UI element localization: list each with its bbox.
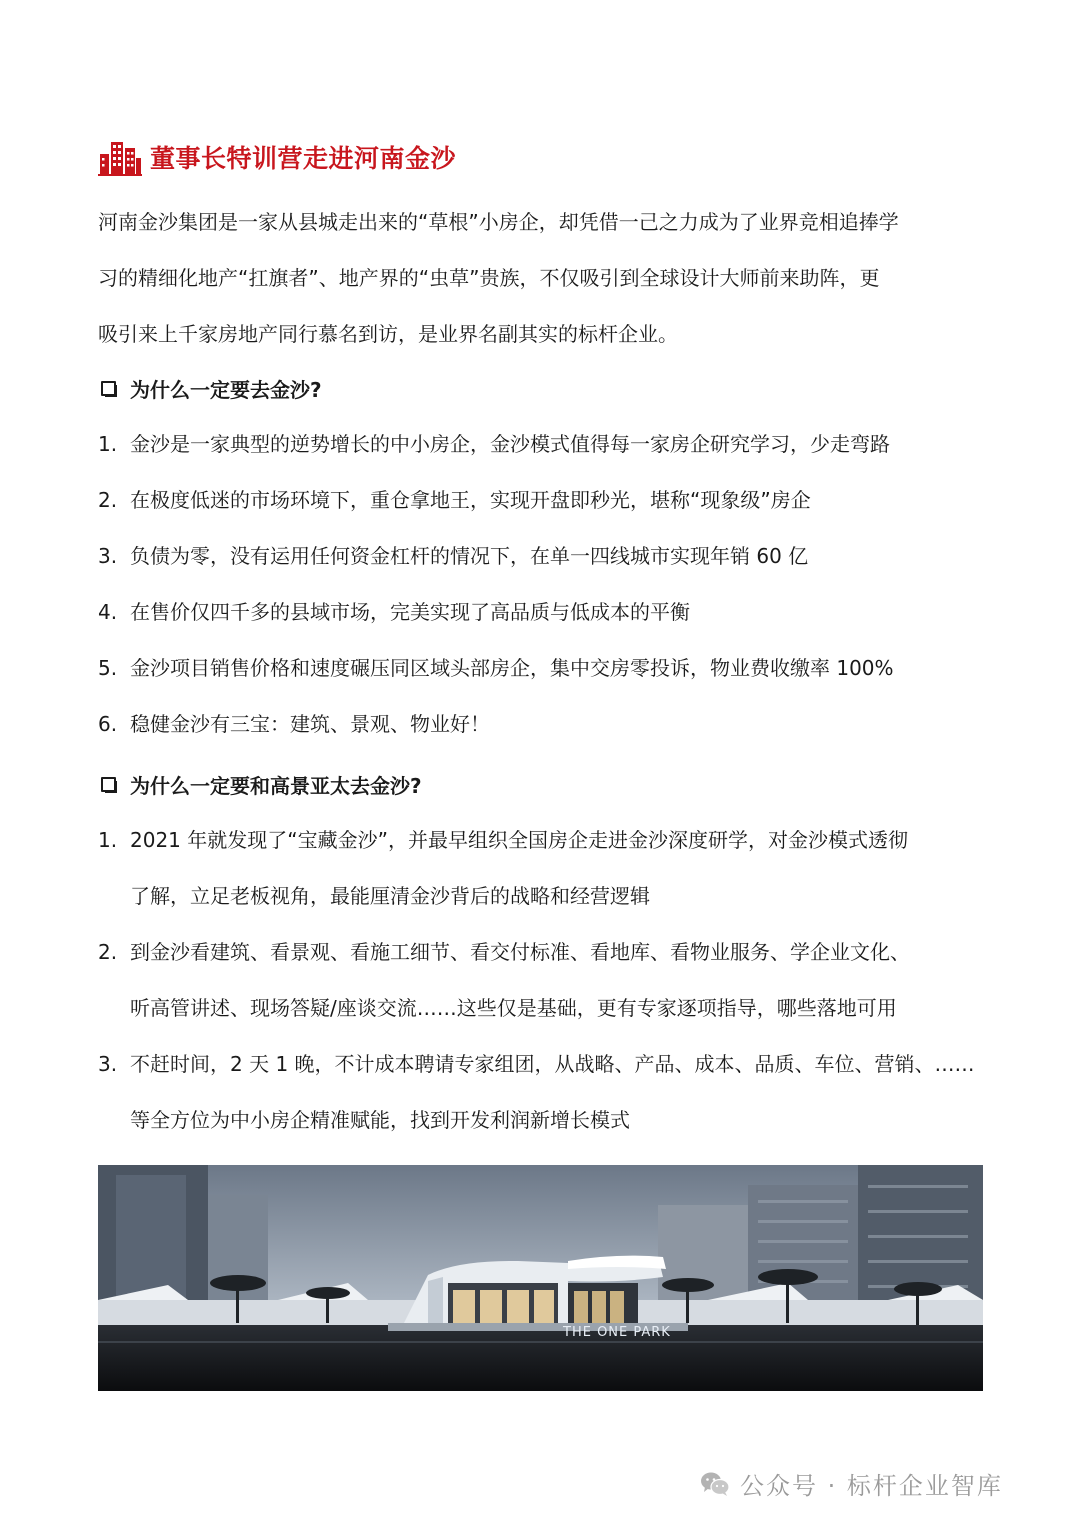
list-text-continued: 听高管讲述、现场答疑/座谈交流……这些仅是基础，更有专家逐项指导，哪些落地可用: [130, 996, 897, 1020]
list-item: [98, 472, 998, 528]
list-number: 4.: [98, 600, 118, 624]
list-number: 5.: [98, 656, 118, 680]
list-text: 2021 年就发现了“宝藏金沙”，并最早组织全国房企走进金沙深度研学，对金沙模式透彻: [130, 828, 908, 852]
checkbox-bullet-icon: [101, 777, 116, 792]
list-text: 不赶时间，2 天 1 晚，不计成本聘请专家组团，从战略、产品、成本、品质、车位、营销、……: [130, 1052, 975, 1076]
intro-line: 吸引来上千家房地产同行慕名到访，是业界名副其实的标杆企业。: [98, 322, 678, 346]
list-number: 2.: [98, 940, 118, 964]
list-number: 6.: [98, 712, 118, 736]
list-text: 金沙是一家典型的逆势增长的中小房企，金沙模式值得每一家房企研究学习，少走弯路: [130, 432, 890, 456]
list-text: 到金沙看建筑、看景观、看施工细节、看交付标准、看地库、看物业服务、学企业文化、: [130, 940, 910, 964]
building-photo: [98, 1165, 983, 1391]
watermark-text: 公众号 · 标杆企业智库: [740, 1472, 1003, 1500]
list-number: 3.: [98, 544, 118, 568]
building-illustration: [98, 1165, 983, 1391]
intro-paragraph: [98, 194, 993, 362]
list-number: 2.: [98, 488, 118, 512]
wechat-icon: [700, 1470, 730, 1498]
list-text: 在极度低迷的市场环境下，重仓拿地王，实现开盘即秒光，堪称“现象级”房企: [130, 488, 811, 512]
list-item: [98, 924, 998, 1036]
list-text-continued: 了解，立足老板视角，最能厘清金沙背后的战略和经营逻辑: [130, 884, 650, 908]
list-number: 3.: [98, 1052, 118, 1076]
building-icon: [98, 138, 142, 176]
list-text: 金沙项目销售价格和速度碾压同区域头部房企，集中交房零投诉，物业费收缴率 100%: [130, 656, 894, 680]
list-item: [98, 640, 998, 696]
section-title: [98, 138, 456, 176]
section-title-text: 董事长特训营走进河南金沙: [150, 144, 457, 173]
list-text: 在售价仅四千多的县域市场，完美实现了高品质与低成本的平衡: [130, 600, 690, 624]
checkbox-bullet-icon: [101, 381, 116, 396]
list-number: 1.: [98, 432, 118, 456]
list-item: [98, 812, 998, 924]
list-item: [98, 584, 998, 640]
list-number: 1.: [98, 828, 118, 852]
building-sign: THE ONE PARK: [563, 1325, 671, 1340]
heading-with-text: 为什么一定要和高景亚太去金沙?: [130, 774, 422, 798]
list-text-continued: 等全方位为中小房企精准赋能，找到开发利润新增长模式: [130, 1108, 630, 1132]
heading-why-text: 为什么一定要去金沙?: [130, 378, 322, 402]
list-item: [98, 1036, 998, 1148]
intro-line: 河南金沙集团是一家从县城走出来的“草根”小房企，却凭借一己之力成为了业界竞相追捧学: [98, 210, 899, 234]
heading-with: [98, 770, 422, 799]
list-item: [98, 416, 998, 472]
list-text: 稳健金沙有三宝：建筑、景观、物业好！: [130, 712, 490, 736]
list-text: 负债为零，没有运用任何资金杠杆的情况下，在单一四线城市实现年销 60 亿: [130, 544, 809, 568]
intro-line: 习的精细化地产“扛旗者”、地产界的“虫草”贵族，不仅吸引到全球设计大师前来助阵，更: [98, 266, 880, 290]
list-item: [98, 696, 998, 752]
list-item: [98, 528, 998, 584]
watermark: [700, 1466, 1003, 1501]
heading-why: [98, 374, 322, 403]
